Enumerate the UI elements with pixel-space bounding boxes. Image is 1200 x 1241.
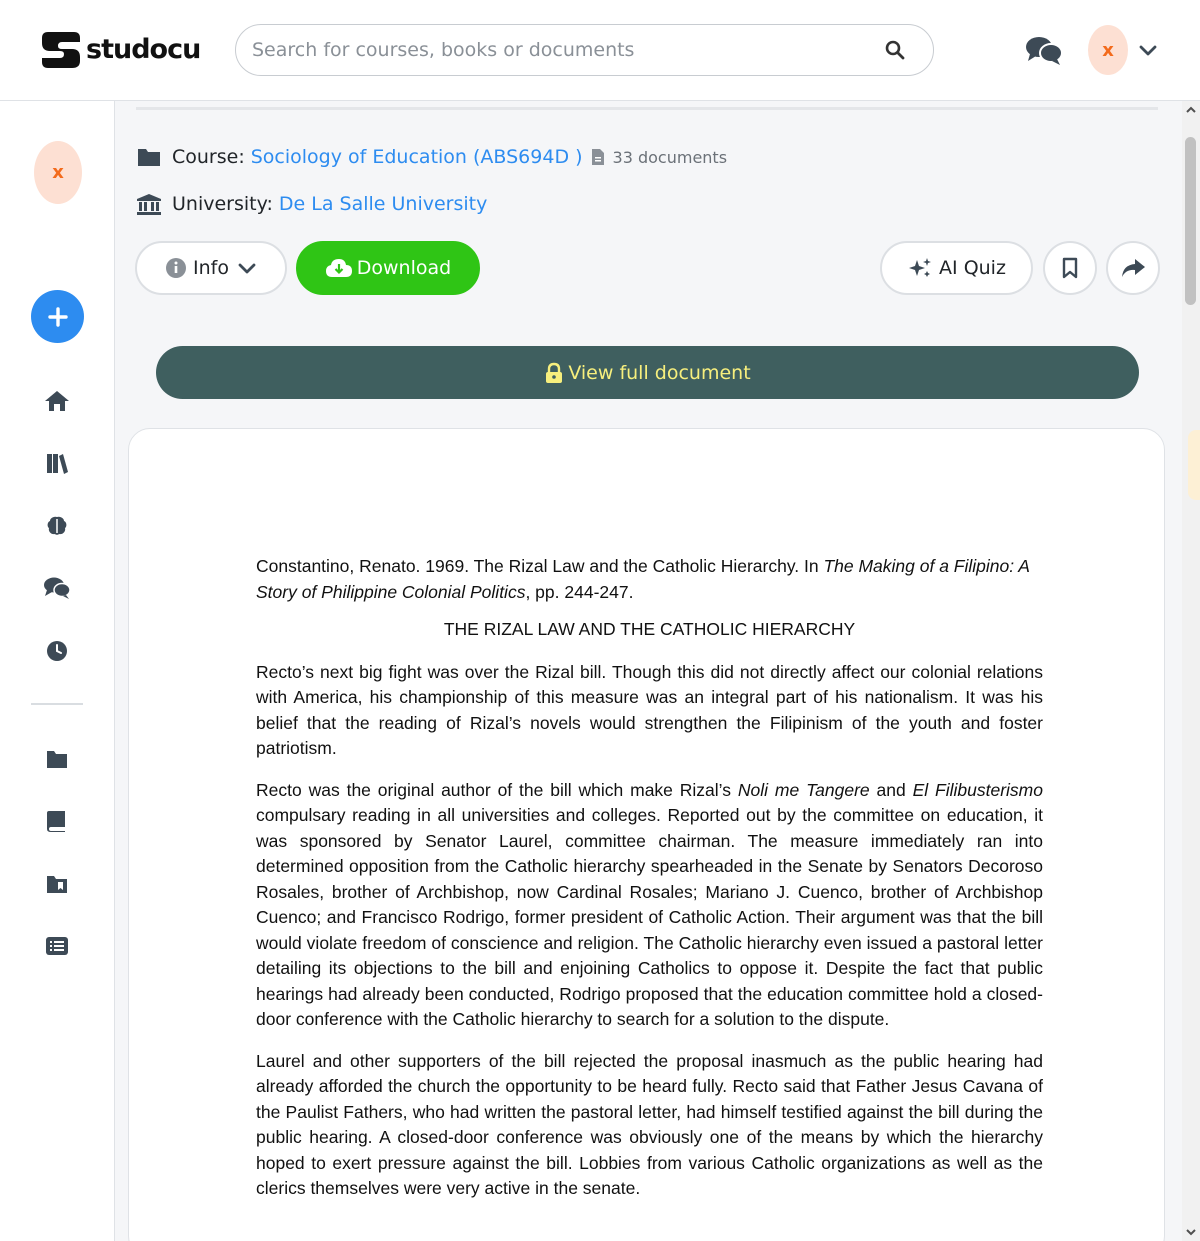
messages-icon[interactable] — [1024, 34, 1064, 68]
university-link[interactable]: De La Salle University — [278, 193, 488, 215]
save-button[interactable] — [1043, 241, 1097, 295]
sidebar-item-books[interactable] — [42, 806, 72, 836]
sidebar-item-saved[interactable] — [42, 869, 72, 899]
course-link[interactable]: Sociology of Education (ABS694D ) — [250, 146, 583, 168]
share-icon — [1120, 257, 1146, 279]
divider — [136, 107, 1158, 110]
search-input[interactable] — [252, 39, 883, 61]
sidebar-item-home[interactable] — [42, 386, 72, 416]
lock-icon — [544, 362, 564, 384]
paragraph-text: compulsary reading in all universities and colleges. Reported out by the committee on education, it was sponsored by Senator Laurel, committee chairman. The measure immediately ran into determined opposition from the Catholic hierarchy spearheaded in the Senate by Senators Decoroso Rosales, brother of Archbishop, now Cardinal Rosales; Mariano J. Cuenco, brother of Archbishop Cuenco; and Francisco Rodrigo, former president of Catholic Action. Their argument was that the bill would violate freedom of conscience and religion. The Catholic hierarchy even issued a pastoral letter detailing its objections to the bill and enjoining Catholics to oppose it. Despite the fact that public hearings had already been conducted, Rodrigo proposed that the education committee hold a closed-door conference with the Catholic hierarchy to search for a solution to the dispute. — [256, 805, 1043, 1029]
sidebar-item-lists[interactable] — [42, 931, 72, 961]
citation-text: Constantino, Renato. 1969. The Rizal Law and the Catholic Hierarchy. In — [256, 556, 824, 576]
ai-quiz-button[interactable] — [880, 241, 1033, 295]
search-bar[interactable] — [235, 24, 934, 76]
chat-icon — [43, 576, 71, 600]
plus-icon — [47, 306, 69, 328]
logo-text: studocu — [86, 33, 201, 65]
library-icon — [45, 451, 69, 475]
university-icon — [136, 192, 162, 216]
view-full-label: View full document — [568, 361, 751, 384]
studocu-logo[interactable] — [40, 28, 200, 70]
book-title: Noli me Tangere — [737, 779, 870, 800]
sidebar-item-library[interactable] — [42, 448, 72, 478]
university-label: University: — [172, 193, 273, 215]
feedback-tab[interactable] — [1188, 430, 1200, 500]
sparkle-icon — [907, 256, 933, 280]
paragraph-text: Recto was the original author of the bill which make Rizal’s — [256, 779, 738, 800]
paragraph: Laurel and other supporters of the bill rejected the proposal inasmuch as the public hearing had already afforded the church the opportunity to be heard fully. Recto said that Father Jesus Cavana of the Paulist Fathers, who had written the pastoral letter, had himself testified against the bill during the public hearing. A closed-door conference was obviously one of the means by which the hierarchy hoped to exert pressure against the bill. Lobbies from various Catholic organizations as well as the clerics themselves were very active in the senate. — [256, 1050, 1043, 1198]
brain-icon — [45, 514, 69, 538]
info-icon — [165, 257, 187, 279]
document-preview — [128, 428, 1165, 1241]
doc-count — [591, 148, 728, 167]
cloud-download-icon — [325, 257, 353, 279]
chevron-down-icon — [237, 258, 257, 278]
folder-icon — [136, 145, 162, 169]
share-button[interactable] — [1106, 241, 1160, 295]
sidebar — [0, 101, 115, 1241]
folder-icon — [45, 748, 69, 770]
course-row — [136, 145, 727, 169]
home-icon — [44, 389, 70, 413]
sidebar-item-chat[interactable] — [42, 573, 72, 603]
ai-quiz-label: AI Quiz — [939, 257, 1006, 279]
search-icon[interactable] — [883, 38, 907, 62]
scroll-down-arrow-icon[interactable] — [1186, 1227, 1196, 1237]
info-button[interactable] — [135, 241, 287, 295]
paragraph: Recto’s next big fight was over the Rizal bill. Though this did not directly affect our colonial relations with America, his championship of this measure was an integral part of his nationalism. It was his belief that the reading of Rizal’s novels would strengthen the Filipinism of the youth and foster patriotism. — [256, 661, 1043, 758]
doc-count-text: 33 documents — [612, 147, 728, 167]
info-label: Info — [193, 257, 229, 279]
add-button[interactable] — [31, 290, 84, 343]
sidebar-item-recent[interactable] — [42, 636, 72, 666]
clock-icon — [45, 639, 69, 663]
document-body — [256, 554, 1043, 1218]
bookmark-book-icon — [45, 873, 69, 895]
document-title: THE RIZAL LAW AND THE CATHOLIC HIERARCHY — [443, 619, 856, 639]
bookmark-icon — [1061, 257, 1079, 279]
file-icon — [591, 148, 605, 166]
citation-book-title: The Making of a Filipino: A Story of Philippine Colonial Politics — [256, 556, 1030, 602]
download-button[interactable] — [296, 241, 480, 295]
scrollbar[interactable] — [1182, 101, 1200, 1241]
citation — [256, 554, 1043, 605]
top-bar — [0, 0, 1200, 101]
paragraph-text: and — [869, 779, 913, 800]
studocu-logo-icon — [40, 28, 82, 70]
book-title: El Filibusterismo — [912, 779, 1043, 800]
scroll-up-arrow-icon[interactable] — [1186, 105, 1196, 115]
list-icon — [45, 935, 69, 957]
university-row — [136, 192, 487, 216]
citation-pages: , pp. 244-247. — [525, 581, 634, 602]
scroll-thumb[interactable] — [1185, 137, 1196, 305]
sidebar-item-ai[interactable] — [42, 511, 72, 541]
main-content — [116, 101, 1182, 1241]
view-full-document-button[interactable] — [156, 346, 1139, 399]
book-icon — [46, 809, 68, 833]
paragraph — [256, 778, 1043, 1033]
course-label: Course: — [172, 146, 245, 168]
download-label: Download — [356, 257, 452, 279]
chevron-down-icon[interactable] — [1138, 40, 1158, 60]
sidebar-divider — [31, 703, 83, 705]
user-avatar[interactable]: x — [1088, 25, 1128, 75]
sidebar-avatar[interactable]: x — [34, 141, 82, 204]
sidebar-item-folders[interactable] — [42, 744, 72, 774]
